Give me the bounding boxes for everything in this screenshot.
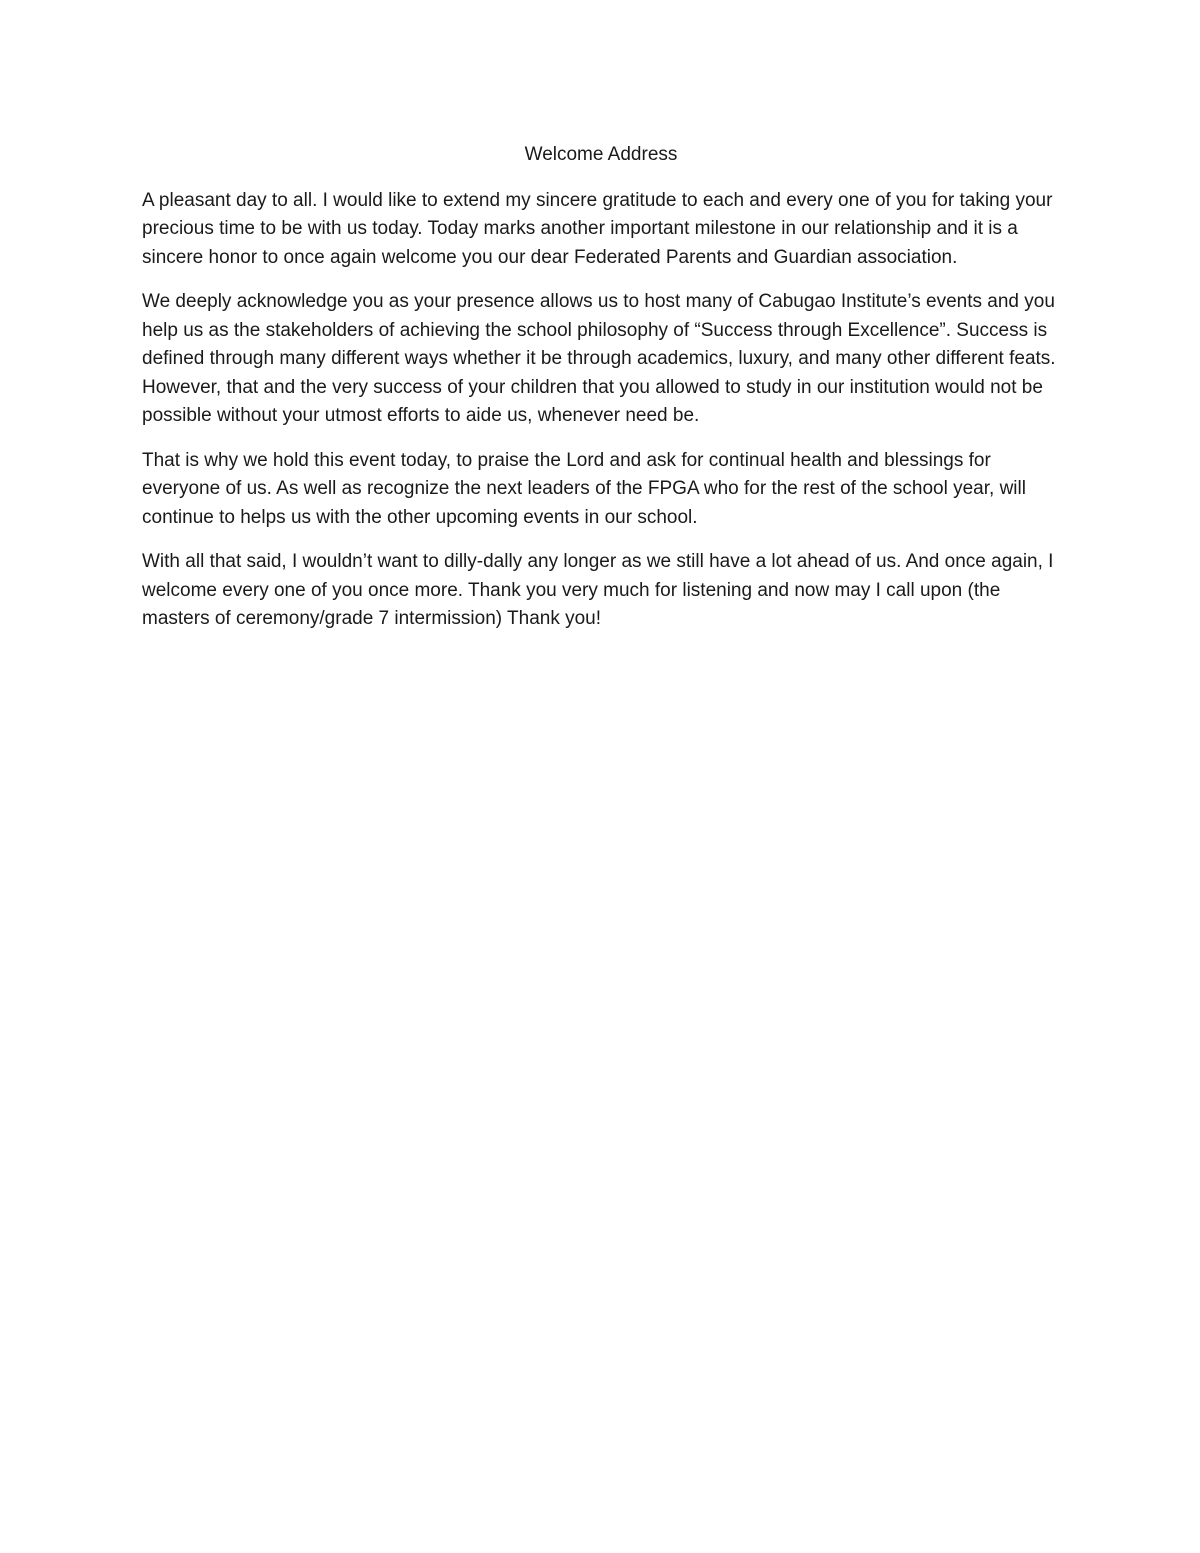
document-title: Welcome Address [524,144,678,165]
paragraph-greeting: A pleasant day to all. I would like to extend my sincere gratitude to each and every one of you for taking your precious time to be with us today. Today marks another important milestone in our relationship and it is a sincere honor to once again welcome you our dear Federated Parents and Guardian association. [142,189,1053,268]
paragraph-acknowledgement: We deeply acknowledge you as your presence allows us to host many of Cabugao Institute’s events and you help us as the stakeholders of achieving the school philosophy of “Success through Excellence”. Success is defined through many different ways whether it be through academics, luxury, and many other different feats. However, that and the very success of your children that you allowed to study in our institution would not be possible without your utmost efforts to aide us, whenever need be. [142,291,1056,426]
document-body [142,141,1060,650]
paragraph-event-purpose: That is why we hold this event today, to praise the Lord and ask for continual health and blessings for everyone of us. As well as recognize the next leaders of the FPGA who for the rest of the school year, will continue to helps us with the other upcoming events in our school. [142,449,1026,528]
paragraph-closing: With all that said, I wouldn’t want to dilly-dally any longer as we still have a lot ahead of us. And once again, I welcome every one of you once more. Thank you very much for listening and now may I call upon (the masters of ceremony/grade 7 intermission) Thank you! [142,551,1054,629]
